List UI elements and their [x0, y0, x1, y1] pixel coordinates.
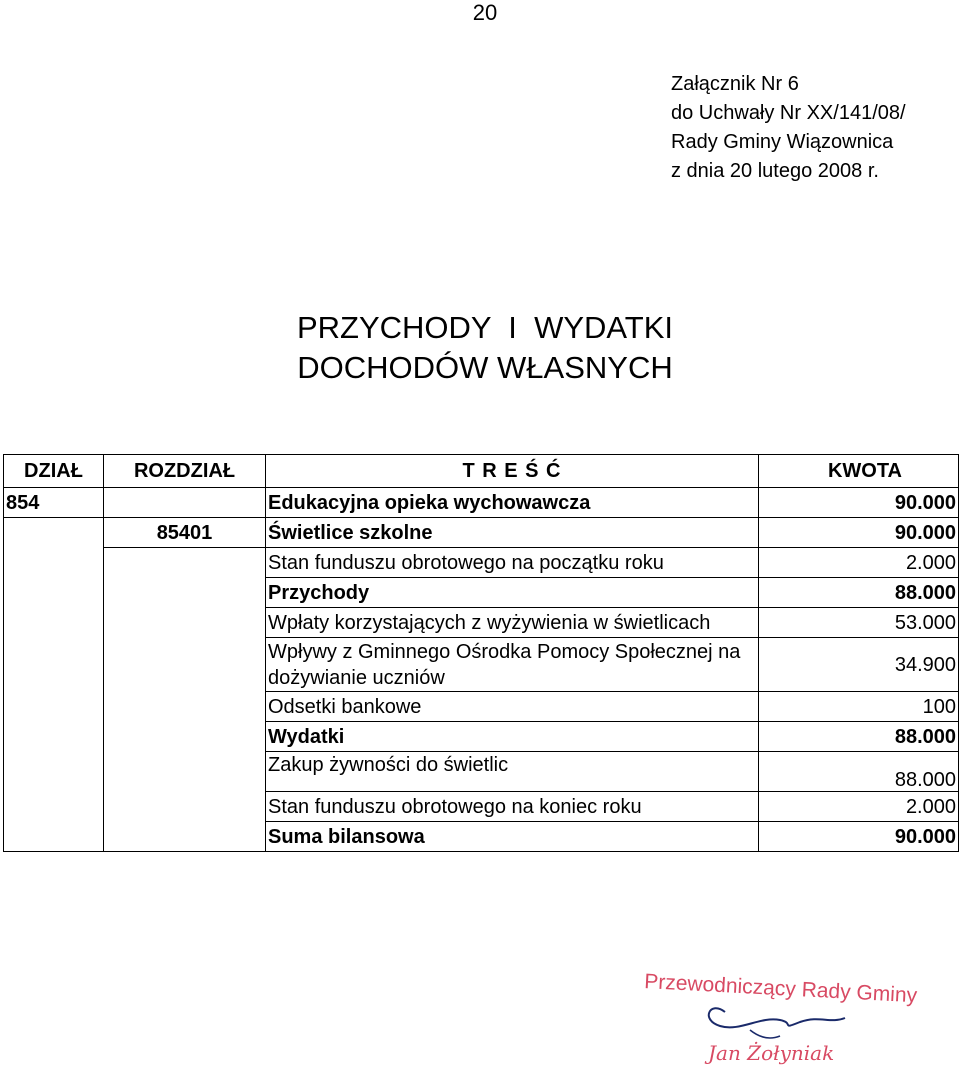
signature-scribble	[750, 1030, 780, 1038]
cell-rozdzial: 85401	[104, 518, 266, 548]
cell-amount: 88.000	[759, 578, 959, 608]
table-row	[4, 548, 959, 578]
title-line-2: DOCHODÓW WŁASNYCH	[297, 350, 673, 385]
annex-line: Załącznik Nr 6	[671, 73, 799, 95]
stamp-name: Jan Żołyniak	[708, 1041, 835, 1065]
cell-dzial: 854	[4, 488, 104, 518]
cell-amount: 2.000	[759, 548, 959, 578]
cell-text: Świetlice szkolne	[266, 518, 759, 548]
cell-amount: 88.000	[759, 722, 959, 752]
cell-text: Wydatki	[266, 722, 759, 752]
cell-empty	[104, 488, 266, 518]
cell-amount: 88.000	[759, 752, 959, 792]
table-row	[4, 518, 959, 548]
cell-amount: 90.000	[759, 822, 959, 852]
header-tresc: T R E Ś Ć	[266, 455, 759, 488]
header-kwota: KWOTA	[759, 455, 959, 488]
table-row	[4, 488, 959, 518]
cell-text: Odsetki bankowe	[266, 692, 759, 722]
annex-line: z dnia 20 lutego 2008 r.	[671, 160, 879, 182]
budget-table	[3, 454, 959, 852]
document-title	[0, 308, 960, 388]
cell-text: Wpłaty korzystających z wyżywienia w świetlicach	[266, 608, 759, 638]
cell-text: Zakup żywności do świetlic	[266, 752, 759, 792]
title-line-1: PRZYCHODY I WYDATKI	[296, 310, 674, 345]
cell-amount: 90.000	[759, 488, 959, 518]
cell-text: Stan funduszu obrotowego na początku roku	[266, 548, 759, 578]
cell-text: Suma bilansowa	[266, 822, 759, 852]
signature-stamp	[630, 960, 940, 1070]
annex-header	[671, 70, 906, 186]
cell-amount: 2.000	[759, 792, 959, 822]
stamp-text: Przewodniczący Rady Gminy	[643, 970, 918, 1008]
cell-text: Przychody	[266, 578, 759, 608]
cell-amount: 34.900	[759, 638, 959, 692]
header-rozdzial: ROZDZIAŁ	[104, 455, 266, 488]
annex-line: Rady Gminy Wiązownica	[671, 131, 894, 153]
annex-line: do Uchwały Nr XX/141/08/	[671, 102, 906, 124]
cell-amount: 100	[759, 692, 959, 722]
cell-text: Wpływy z Gminnego Ośrodka Pomocy Społecznej na dożywianie uczniów	[266, 638, 759, 692]
cell-amount: 90.000	[759, 518, 959, 548]
page-number: 20	[472, 0, 498, 25]
signature-graphic	[630, 960, 940, 1070]
header-dzial: DZIAŁ	[4, 455, 104, 488]
cell-empty	[4, 518, 104, 852]
cell-amount: 53.000	[759, 608, 959, 638]
cell-text: Edukacyjna opieka wychowawcza	[266, 488, 759, 518]
cell-empty	[104, 548, 266, 852]
signature-scribble	[709, 1008, 845, 1027]
cell-text: Stan funduszu obrotowego na koniec roku	[266, 792, 759, 822]
table-header-row	[4, 455, 959, 488]
